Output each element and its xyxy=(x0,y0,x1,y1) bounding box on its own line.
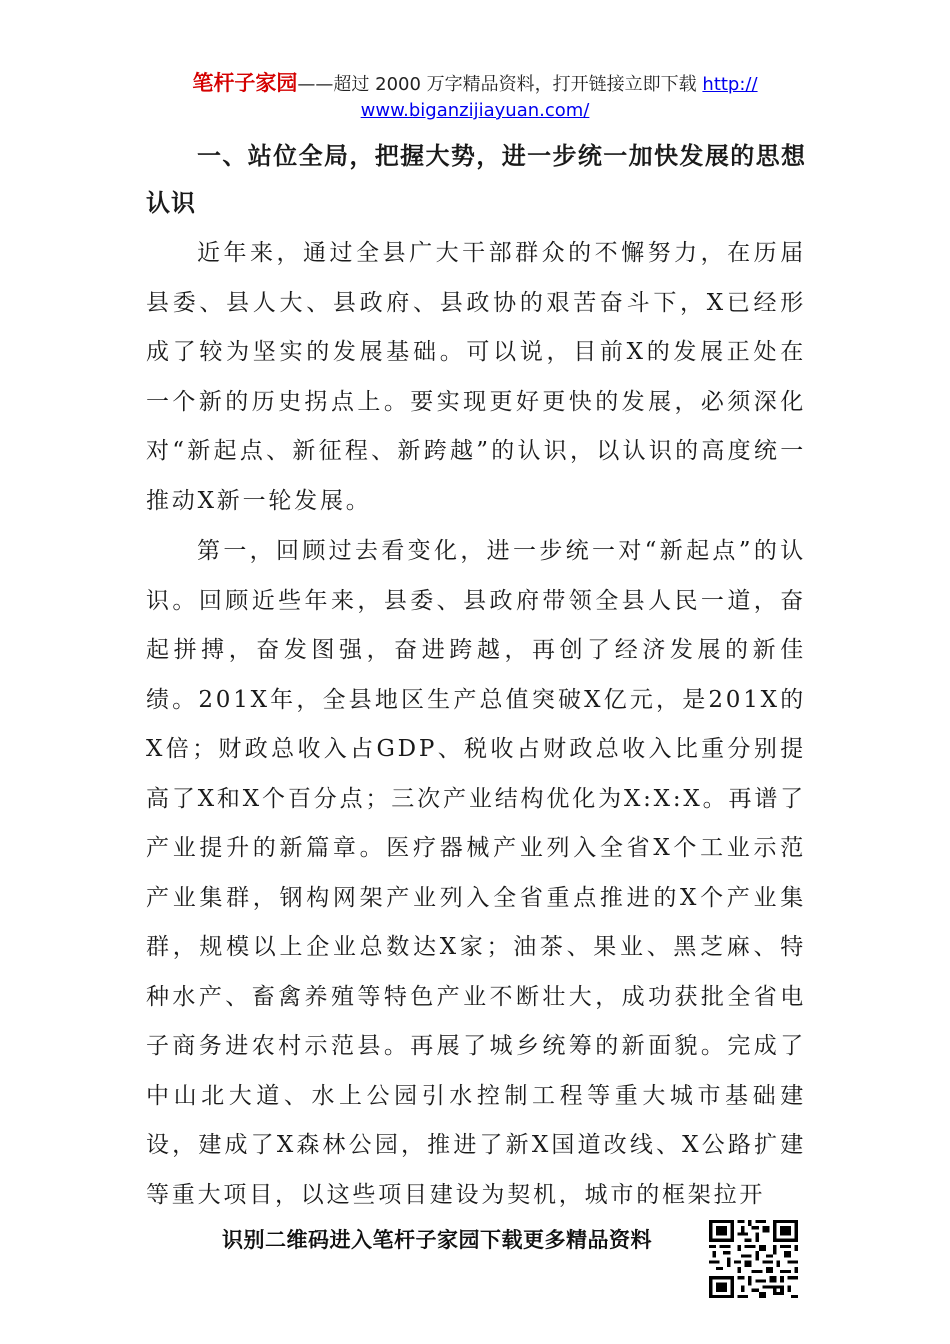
header-tagline: ——超过 2000 万字精品资料，打开链接立即下载 xyxy=(297,74,703,95)
site-link-part1[interactable]: http:// xyxy=(702,74,758,95)
page-header xyxy=(0,70,950,124)
qr-code-icon[interactable] xyxy=(709,1220,798,1298)
brand-name: 笔杆子家园 xyxy=(192,71,298,95)
footer-caption: 识别二维码进入笔杆子家园下载更多精品资料 xyxy=(222,1228,652,1252)
page-footer xyxy=(0,1218,950,1308)
body-paragraph: 第一，回顾过去看变化，进一步统一对“新起点”的认识。回顾近些年来，县委、县政府带领全县人民一道，奋起拼搏，奋发图强，奋进跨越，再创了经济发展的新佳绩。201X年，全县地区生产总值突破X亿元，是201X的X倍；财政总收入占GDP、税收占财政总收入比重分别提高了X和X个百分点；三次产业结构优化为X:X:X。再谱了产业提升的新篇章。医疗器械产业列入全省X个工业示范产业集群，钢构网架产业列入全省重点推进的X个产业集群，规模以上企业总数达X家；油茶、果业、黑芝麻、特种水产、畜禽养殖等特色产业不断壮大，成功获批全省电子商务进农村示范县。再展了城乡统筹的新面貌。完成了中山北大道、水上公园引水控制工程等重大城市基础建设，建成了X森林公园，推进了新X国道改线、X公路扩建等重大项目，以这些项目建设为契机，城市的框架拉开 xyxy=(146,538,806,1208)
site-link-part2[interactable]: www.biganzijiayuan.com/ xyxy=(360,100,590,121)
body-paragraph: 近年来，通过全县广大干部群众的不懈努力，在历届县委、县人大、县政府、县政协的艰苦奋斗下，X已经形成了较为坚实的发展基础。可以说，目前X的发展正处在一个新的历史拐点上。要实现更好更快的发展，必须深化对“新起点、新征程、新跨越”的认识，以认识的高度统一推动X新一轮发展。 xyxy=(146,240,806,514)
section-heading: 一、站位全局，把握大势，进一步统一加快发展的思想认识 xyxy=(146,142,806,217)
